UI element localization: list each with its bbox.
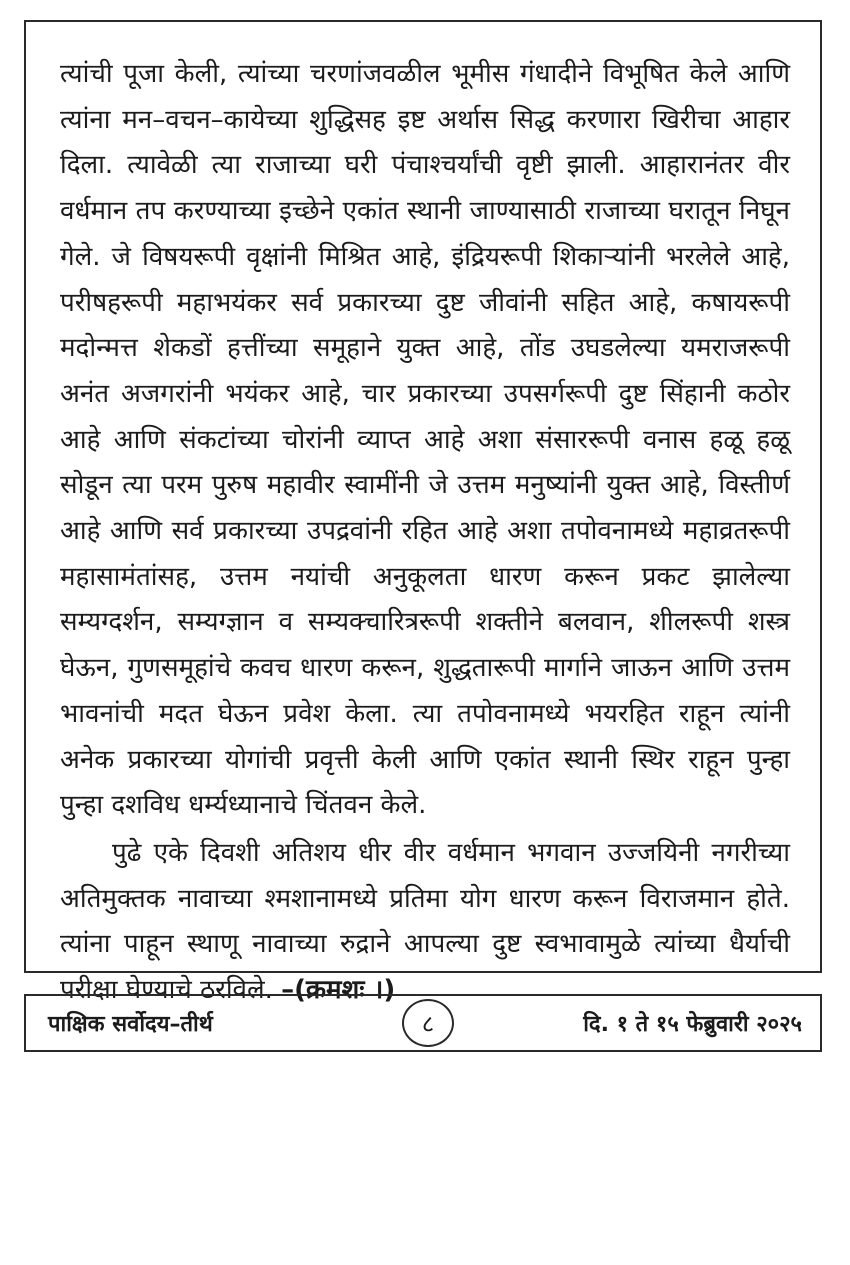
page-number: ८ xyxy=(402,999,454,1047)
paragraph-2-text: पुढे एके दिवशी अतिशय धीर वीर वर्धमान भगवान उज्जयिनी नगरीच्या अतिमुक्तक नावाच्या श्मशानामध्ये प्रतिमा योग धारण करून विराजमान होते. त्यांना पाहून स्थाणू नावाच्या रुद्राने आपल्या दुष्ट स्वभावामुळे त्यांच्या धैर्याची परीक्षा घेण्याचे ठरविले. xyxy=(60,837,790,1006)
page-footer xyxy=(24,994,822,1052)
article-paragraph-1: त्यांची पूजा केली, त्यांच्या चरणांजवळील भूमीस गंधादीने विभूषित केले आणि त्यांना मन–वचन–कायेच्या शुद्धिसह इष्ट अर्थास सिद्ध करणारा खिरीचा आहार दिला. त्यावेळी त्या राजाच्या घरी पंचाश्चर्यांची वृष्टी झाली. आहारानंतर वीर वर्धमान तप करण्याच्या इच्छेने एकांत स्थानी जाण्यासाठी राजाच्या घरातून निघून गेले. जे विषयरूपी वृक्षांनी मिश्रित आहे, इंद्रियरूपी शिकाऱ्यांनी भरलेले आहे, परीषहरूपी महाभयंकर सर्व प्रकारच्या दुष्ट जीवांनी सहित आहे, कषायरूपी मदोन्मत्त शेकडों हत्तींच्या समूहाने युक्त आहे, तोंड उघडलेल्या यमराजरूपी अनंत अजगरांनी भयंकर आहे, चार प्रकारच्या उपसर्गरूपी दुष्ट सिंहानी कठोर आहे आणि संकटांच्या चोरांनी व्याप्त आहे अशा संसाररूपी वनास हळू हळू सोडून त्या परम पुरुष महावीर स्वामींनी जे उत्तम मनुष्यांनी युक्त आहे, विस्तीर्ण आहे आणि सर्व प्रकारच्या उपद्रवांनी रहित आहे अशा तपोवनामध्ये महाव्रतरूपी महासामंतांसह, उत्तम नयांची अनुकूलता धारण करून प्रकट झालेल्या सम्यग्दर्शन, सम्यग्ज्ञान व सम्यक्चारित्ररूपी शक्तीने बलवान, शीलरूपी शस्त्र घेऊन, गुणसमूहांचे कवच धारण करून, शुद्धतारूपी मार्गाने जाऊन आणि उत्तम भावनांची मदत घेऊन प्रवेश केला. त्या तपोवनामध्ये भयरहित राहून त्यांनी अनेक प्रकारच्या योगांची प्रवृत्ती केली आणि एकांत स्थानी स्थिर राहून पुन्हा पुन्हा दशविध धर्म्यध्यानाचे चिंतवन केले. xyxy=(60,59,790,821)
publication-title: पाक्षिक सर्वोदय–तीर्थ xyxy=(48,1012,213,1037)
article-body xyxy=(60,52,790,1014)
issue-date: दि. १ ते १५ फेब्रुवारी २०२५ xyxy=(583,1012,802,1037)
article-paragraph-2 xyxy=(60,831,790,1014)
continued-marker: –(क्रमशः ।) xyxy=(281,975,396,1006)
article-frame xyxy=(24,20,822,1006)
